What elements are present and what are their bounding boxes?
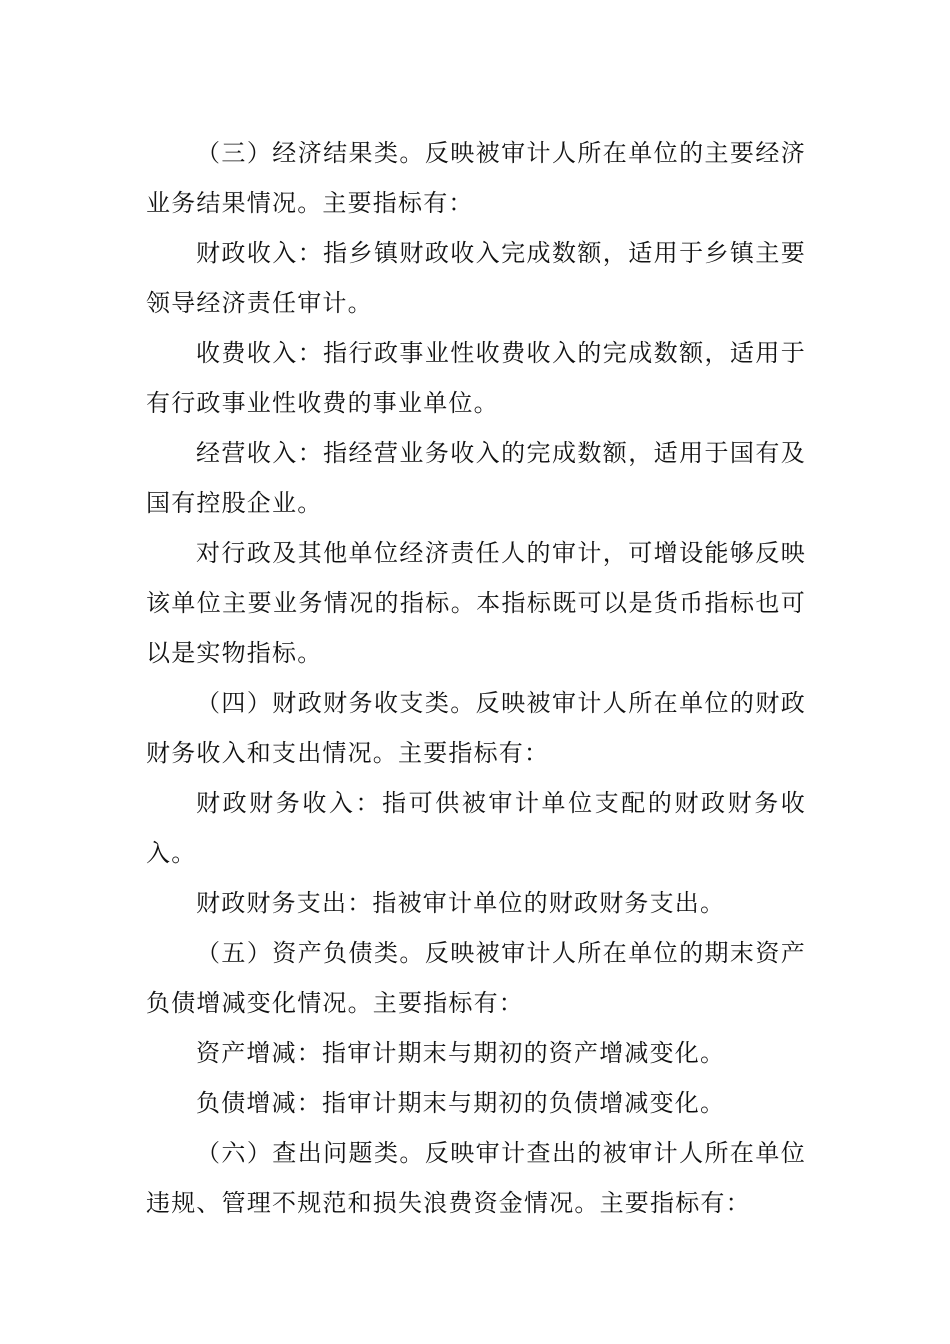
section-five-heading-paragraph: （五）资产负债类。反映被审计人所在单位的期末资产负债增减变化情况。主要指标有： bbox=[146, 939, 806, 1017]
fee-revenue-paragraph: 收费收入：指行政事业性收费收入的完成数额，适用于有行政事业性收费的事业单位。 bbox=[146, 339, 806, 417]
section-six-heading-paragraph: （六）查出问题类。反映审计查出的被审计人所在单位违规、管理不规范和损失浪费资金情况。主要指标有： bbox=[146, 1139, 806, 1217]
operating-revenue-paragraph: 经营收入：指经营业务收入的完成数额，适用于国有及国有控股企业。 bbox=[146, 439, 806, 517]
asset-change-paragraph: 资产增减：指审计期末与期初的资产增减变化。 bbox=[196, 1039, 726, 1067]
section-three-heading-paragraph: （三）经济结果类。反映被审计人所在单位的主要经济业务结果情况。主要指标有： bbox=[146, 139, 806, 217]
financial-expenditure-paragraph: 财政财务支出：指被审计单位的财政财务支出。 bbox=[196, 889, 726, 917]
liability-change-paragraph: 负债增减：指审计期末与期初的负债增减变化。 bbox=[196, 1089, 726, 1117]
additional-indicator-paragraph: 对行政及其他单位经济责任人的审计，可增设能够反映该单位主要业务情况的指标。本指标既可以是货币指标也可以是实物指标。 bbox=[146, 539, 806, 667]
fiscal-revenue-paragraph: 财政收入：指乡镇财政收入完成数额，适用于乡镇主要领导经济责任审计。 bbox=[146, 239, 806, 317]
section-four-heading-paragraph: （四）财政财务收支类。反映被审计人所在单位的财政财务收入和支出情况。主要指标有： bbox=[146, 689, 806, 767]
document-body bbox=[146, 128, 806, 1228]
financial-income-paragraph: 财政财务收入：指可供被审计单位支配的财政财务收入。 bbox=[146, 789, 806, 867]
